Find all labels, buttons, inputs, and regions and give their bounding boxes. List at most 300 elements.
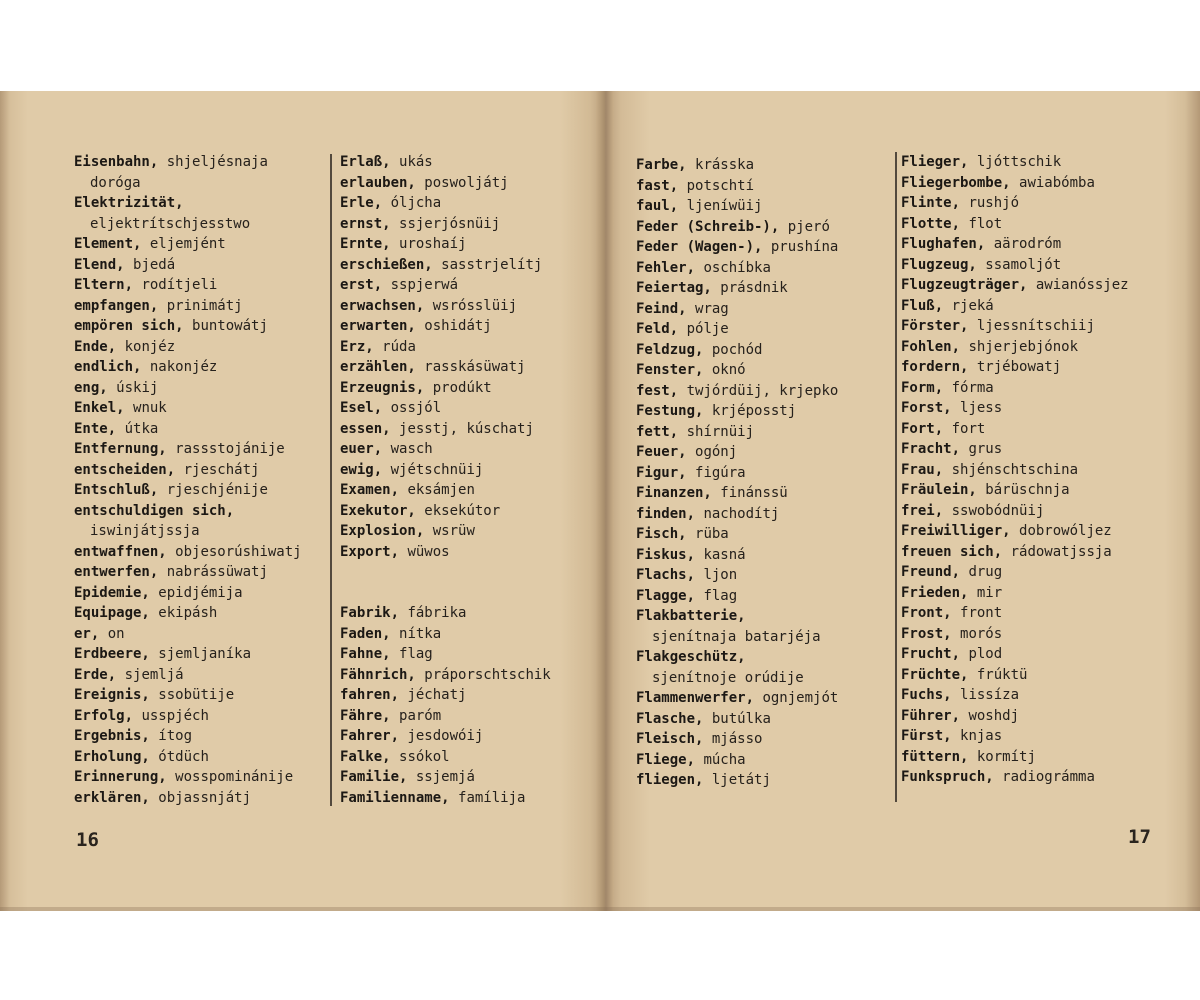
dictionary-entry	[74, 644, 326, 665]
headword: Ereignis,	[74, 687, 150, 703]
headword: Freiwilliger,	[901, 523, 1011, 539]
dictionary-entry	[74, 234, 326, 255]
dictionary-entry	[74, 665, 326, 686]
headword: Fluß,	[901, 297, 944, 314]
dictionary-entry	[901, 706, 1195, 727]
translation: úskij	[116, 379, 159, 396]
headword: erwarten,	[340, 318, 416, 334]
translation: jéchatj	[407, 687, 467, 703]
translation: knjas	[960, 728, 1003, 744]
dictionary-entry	[74, 624, 326, 645]
headword: Feind,	[636, 300, 687, 317]
section-gap	[340, 562, 590, 603]
dictionary-entry	[340, 521, 590, 542]
dictionary-entry	[901, 767, 1195, 788]
translation: nítka	[399, 625, 442, 642]
translation: prinimátj	[166, 297, 243, 314]
translation: krásska	[695, 157, 755, 173]
dictionary-entry	[636, 422, 891, 443]
dictionary-entry	[74, 378, 326, 399]
headword: entwaffnen,	[74, 543, 167, 560]
dictionary-entry	[74, 275, 326, 296]
dictionary-entry	[901, 603, 1195, 624]
dictionary-entry	[340, 419, 590, 440]
translation: oschíbka	[703, 259, 771, 276]
translation: prushína	[770, 239, 839, 255]
dictionary-entry	[636, 463, 891, 484]
translation: wasch	[390, 441, 433, 457]
translation: ljeníwüij	[686, 198, 763, 214]
dictionary-entry	[636, 606, 891, 627]
translation: radiográmma	[1002, 769, 1095, 785]
translation: front	[960, 605, 1003, 621]
dictionary-entry	[901, 357, 1195, 378]
dictionary-entry	[340, 480, 590, 501]
dictionary-entry	[636, 770, 891, 791]
dictionary-entry	[636, 524, 891, 545]
translation: shjeljésnaja	[166, 154, 268, 170]
dictionary-entry	[901, 296, 1195, 317]
headword: Flachs,	[636, 567, 696, 583]
headword: freuen sich,	[901, 543, 1003, 560]
headword: Form,	[901, 379, 944, 396]
translation: ukás	[399, 154, 433, 170]
headword: Fort,	[901, 420, 944, 437]
translation: rüba	[695, 526, 729, 542]
headword: Faden,	[340, 625, 391, 642]
headword: Früchte,	[901, 666, 969, 683]
headword: Fracht,	[901, 441, 961, 457]
dictionary-entry	[340, 788, 590, 809]
headword: ernst,	[340, 215, 391, 232]
headword: fordern,	[901, 359, 969, 375]
translation: awianóssjez	[1035, 277, 1129, 293]
headword: fett,	[636, 423, 679, 440]
dictionary-entry	[636, 155, 891, 176]
translation: ekipásh	[158, 605, 218, 621]
headword: Esel,	[340, 400, 383, 416]
headword: Freund,	[901, 564, 961, 580]
headword: Entfernung,	[74, 441, 167, 457]
headword: Farbe,	[636, 157, 687, 173]
translation: aärodróm	[993, 236, 1062, 252]
dictionary-entry	[901, 173, 1195, 194]
dictionary-entry	[74, 296, 326, 317]
right-page	[605, 91, 1200, 911]
headword: Flasche,	[636, 710, 704, 727]
translation: ssókol	[399, 748, 450, 765]
dictionary-entry	[636, 237, 891, 258]
translation: nabrássüwatj	[166, 564, 268, 580]
translation: on	[107, 625, 125, 642]
dictionary-entry	[340, 439, 590, 460]
translation: rjeschátj	[183, 461, 260, 478]
translation: prásdnik	[720, 280, 788, 296]
headword: Familienname,	[340, 789, 450, 806]
headword: Ente,	[74, 420, 117, 437]
headword: Fohlen,	[901, 338, 961, 355]
translation: lissíza	[960, 687, 1020, 703]
dictionary-entry	[74, 685, 326, 706]
translation: eljektrítschjesstwo	[90, 215, 251, 232]
translation: fórma	[951, 379, 994, 396]
headword: erwachsen,	[340, 297, 425, 314]
translation: ljóttschik	[976, 154, 1062, 170]
translation: frúktü	[976, 666, 1028, 683]
dictionary-entry	[636, 483, 891, 504]
right-page-column-rule	[895, 152, 897, 802]
headword: Fahne,	[340, 646, 391, 662]
headword: Erzeugnis,	[340, 379, 425, 396]
headword: Exekutor,	[340, 502, 416, 519]
headword: Erlaß,	[340, 154, 391, 170]
translation: wjétschnüij	[390, 461, 484, 478]
translation: objassnjátj	[158, 789, 252, 806]
translation: konjéz	[124, 338, 176, 355]
translation: finánssü	[720, 485, 788, 501]
translation: pjeró	[787, 218, 830, 235]
dictionary-entry	[901, 583, 1195, 604]
translation: múcha	[703, 751, 746, 768]
dictionary-entry	[636, 196, 891, 217]
translation: uroshaíj	[399, 236, 467, 252]
dictionary-entry	[74, 255, 326, 276]
dictionary-entry	[74, 173, 326, 194]
headword: Frieden,	[901, 584, 969, 601]
dictionary-entry	[901, 521, 1195, 542]
dictionary-entry	[901, 685, 1195, 706]
translation: bjedá	[133, 256, 176, 273]
dictionary-entry	[636, 299, 891, 320]
headword: finden,	[636, 505, 696, 522]
dictionary-entry	[901, 624, 1195, 645]
dictionary-entry	[340, 685, 590, 706]
headword: Fleisch,	[636, 731, 704, 747]
headword: empören sich,	[74, 318, 184, 334]
headword: Flagge,	[636, 587, 696, 604]
translation: eljemjént	[149, 236, 226, 252]
dictionary-entry	[340, 296, 590, 317]
translation: woshdj	[968, 707, 1020, 724]
headword: Figur,	[636, 464, 687, 481]
dictionary-entry	[340, 214, 590, 235]
dictionary-entry	[340, 316, 590, 337]
translation: morós	[960, 625, 1003, 642]
dictionary-entry	[901, 460, 1195, 481]
dictionary-entry	[74, 501, 326, 522]
headword: entwerfen,	[74, 564, 159, 580]
headword: Enkel,	[74, 400, 125, 416]
headword: Fiskus,	[636, 546, 696, 563]
dictionary-entry	[74, 583, 326, 604]
headword: Feiertag,	[636, 280, 712, 296]
headword: Frost,	[901, 625, 952, 642]
headword: Festung,	[636, 403, 704, 419]
translation: ljetátj	[711, 772, 771, 788]
dictionary-entry	[901, 480, 1195, 501]
dictionary-entry	[340, 378, 590, 399]
translation: rasskásüwatj	[424, 359, 526, 375]
headword: Flugzeugträger,	[901, 277, 1028, 293]
translation: ljessnítschiij	[976, 318, 1095, 334]
dictionary-entry	[636, 668, 891, 689]
headword: Familie,	[340, 769, 408, 785]
translation: wsrósslüij	[432, 297, 518, 314]
headword: Flakgeschütz,	[636, 649, 746, 665]
headword: erschießen,	[340, 256, 433, 273]
translation: shjerjebjónok	[968, 338, 1079, 355]
translation: rjeká	[951, 297, 994, 314]
dictionary-entry	[901, 644, 1195, 665]
dictionary-entry	[636, 319, 891, 340]
dictionary-entry	[340, 706, 590, 727]
translation: oknó	[711, 362, 746, 378]
headword: erklären,	[74, 789, 150, 806]
translation: sjenítnaja batarjéja	[652, 628, 821, 645]
headword: Erz,	[340, 338, 374, 355]
dictionary-entry	[901, 337, 1195, 358]
headword: Erle,	[340, 195, 383, 211]
translation: wsrüw	[432, 523, 475, 539]
headword: Erde,	[74, 666, 117, 683]
dictionary-entry	[901, 542, 1195, 563]
dictionary-entry	[340, 501, 590, 522]
headword: Flieger,	[901, 154, 969, 170]
translation: óljcha	[390, 195, 442, 211]
translation: ssamoljót	[985, 256, 1062, 273]
headword: Fliege,	[636, 751, 696, 768]
headword: erzählen,	[340, 359, 416, 375]
dictionary-entry	[74, 460, 326, 481]
book-gutter	[596, 91, 614, 911]
headword: Forst,	[901, 400, 952, 416]
dictionary-entry	[636, 340, 891, 361]
headword: Ende,	[74, 338, 117, 355]
dictionary-entry	[901, 501, 1195, 522]
translation: ssjemjá	[415, 769, 475, 785]
translation: trjébowatj	[976, 359, 1062, 375]
translation: famílija	[458, 789, 526, 806]
translation: eksekútor	[424, 502, 501, 519]
page-number-right: 17	[1128, 826, 1151, 848]
headword: Erinnerung,	[74, 769, 167, 785]
headword: euer,	[340, 441, 383, 457]
headword: Flughafen,	[901, 236, 986, 252]
translation: ljess	[960, 400, 1003, 416]
dictionary-entry	[74, 214, 326, 235]
translation: nakonjéz	[149, 359, 218, 375]
translation: útka	[124, 420, 159, 437]
dictionary-entry	[74, 603, 326, 624]
dictionary-entry	[74, 193, 326, 214]
right-page-column-1	[636, 155, 891, 791]
headword: Flugzeug,	[901, 256, 977, 273]
dictionary-entry	[74, 767, 326, 788]
translation: wosspominánije	[175, 769, 294, 785]
translation: poswoljátj	[424, 174, 509, 191]
translation: sjenítnoje orúdije	[652, 669, 804, 686]
headword: Frucht,	[901, 646, 961, 662]
headword: Feuer,	[636, 444, 687, 460]
dictionary-entry	[901, 726, 1195, 747]
headword: fahren,	[340, 687, 400, 703]
headword: Fenster,	[636, 362, 704, 378]
headword: fast,	[636, 177, 679, 194]
open-book	[0, 91, 1200, 911]
headword: Fabrik,	[340, 605, 400, 621]
dictionary-entry	[340, 665, 590, 686]
dictionary-entry	[340, 398, 590, 419]
dictionary-entry	[636, 688, 891, 709]
dictionary-entry	[901, 562, 1195, 583]
translation: buntowátj	[192, 318, 268, 334]
headword: Flinte,	[901, 195, 961, 211]
dictionary-entry	[901, 378, 1195, 399]
dictionary-entry	[74, 747, 326, 768]
translation: rushjó	[968, 195, 1020, 211]
headword: Fahrer,	[340, 728, 400, 744]
dictionary-entry	[636, 709, 891, 730]
dictionary-entry	[340, 603, 590, 624]
translation: sjemljaníka	[158, 646, 252, 662]
dictionary-entry	[636, 627, 891, 648]
translation: nachodítj	[703, 505, 780, 522]
translation: mir	[976, 584, 1003, 601]
dictionary-entry	[636, 565, 891, 586]
headword: Feder (Wagen-),	[636, 239, 763, 255]
headword: füttern,	[901, 748, 969, 765]
dictionary-entry	[340, 726, 590, 747]
dictionary-entry	[636, 586, 891, 607]
dictionary-entry	[901, 234, 1195, 255]
headword: Fräulein,	[901, 482, 977, 498]
headword: fliegen,	[636, 772, 704, 788]
dictionary-entry	[74, 726, 326, 747]
headword: Examen,	[340, 482, 400, 498]
translation: sspjerwá	[390, 277, 459, 293]
translation: sswobódnüij	[951, 502, 1045, 519]
dictionary-entry	[636, 217, 891, 238]
dictionary-entry	[340, 193, 590, 214]
headword: Führer,	[901, 707, 961, 724]
translation: kormítj	[976, 748, 1036, 765]
headword: Fürst,	[901, 728, 952, 744]
translation: epidjémija	[158, 584, 243, 601]
headword: Front,	[901, 605, 952, 621]
dictionary-entry	[74, 152, 326, 173]
translation: pochód	[711, 341, 763, 358]
headword: ewig,	[340, 461, 383, 478]
headword: endlich,	[74, 359, 142, 375]
dictionary-entry	[636, 545, 891, 566]
dictionary-entry	[636, 750, 891, 771]
dictionary-entry	[74, 562, 326, 583]
headword: Ernte,	[340, 236, 391, 252]
headword: erlauben,	[340, 174, 416, 191]
dictionary-entry	[74, 788, 326, 809]
headword: fest,	[636, 382, 679, 399]
headword: Förster,	[901, 318, 969, 334]
dictionary-entry	[340, 767, 590, 788]
headword: Feld,	[636, 321, 679, 337]
dictionary-entry	[340, 173, 590, 194]
translation: oshidátj	[424, 318, 492, 334]
dictionary-entry	[74, 398, 326, 419]
translation: ognjemjót	[762, 690, 839, 706]
headword: Flotte,	[901, 215, 961, 232]
dictionary-entry	[636, 504, 891, 525]
translation: rádowatjssja	[1010, 543, 1112, 560]
book-bottom-edge	[0, 907, 1200, 911]
translation: rodítjeli	[141, 277, 218, 293]
headword: Elend,	[74, 256, 125, 273]
dictionary-entry	[636, 729, 891, 750]
dictionary-entry	[901, 439, 1195, 460]
translation: paróm	[399, 707, 442, 724]
headword: Eisenbahn,	[74, 154, 159, 170]
translation: wüwos	[407, 543, 450, 560]
headword: empfangen,	[74, 297, 159, 314]
translation: twjórdüij, krjepko	[686, 382, 839, 399]
dictionary-entry	[901, 255, 1195, 276]
dictionary-entry	[340, 357, 590, 378]
headword: Flammenwerfer,	[636, 690, 755, 706]
right-page-column-2	[901, 152, 1195, 788]
dictionary-entry	[901, 747, 1195, 768]
translation: mjásso	[711, 731, 763, 747]
translation: flag	[703, 587, 738, 604]
headword: essen,	[340, 420, 391, 437]
dictionary-entry	[636, 258, 891, 279]
translation: flag	[399, 646, 433, 662]
dictionary-entry	[636, 176, 891, 197]
headword: Funkspruch,	[901, 769, 994, 785]
translation: shjénschtschina	[951, 461, 1079, 478]
dictionary-entry	[340, 337, 590, 358]
dictionary-entry	[74, 419, 326, 440]
headword: faul,	[636, 198, 679, 214]
translation: potschtí	[686, 177, 755, 194]
translation: krjéposstj	[711, 403, 797, 419]
translation: rassstojánije	[175, 441, 285, 457]
translation: sjemljá	[124, 666, 184, 683]
headword: Frau,	[901, 461, 944, 478]
headword: Feldzug,	[636, 341, 704, 358]
translation: dobrowóljez	[1019, 523, 1112, 539]
dictionary-entry	[901, 193, 1195, 214]
translation: wnuk	[133, 400, 167, 416]
left-page-column-1	[74, 152, 326, 808]
dictionary-entry	[74, 706, 326, 727]
translation: jesstj, kúschatj	[399, 420, 534, 437]
headword: Entschluß,	[74, 482, 159, 498]
translation: flot	[968, 215, 1003, 232]
translation: fábrika	[407, 605, 467, 621]
dictionary-entry	[340, 624, 590, 645]
headword: Eltern,	[74, 277, 134, 293]
translation: shírnüij	[686, 423, 755, 440]
headword: Finanzen,	[636, 485, 712, 501]
translation: ssjerjósnüij	[399, 215, 501, 232]
dictionary-entry	[340, 542, 590, 563]
dictionary-entry	[74, 316, 326, 337]
headword: Erholung,	[74, 748, 150, 765]
translation: objesorúshiwatj	[175, 543, 302, 560]
dictionary-entry	[901, 214, 1195, 235]
translation: ítog	[158, 728, 193, 744]
headword: Export,	[340, 543, 400, 560]
dictionary-entry	[901, 665, 1195, 686]
